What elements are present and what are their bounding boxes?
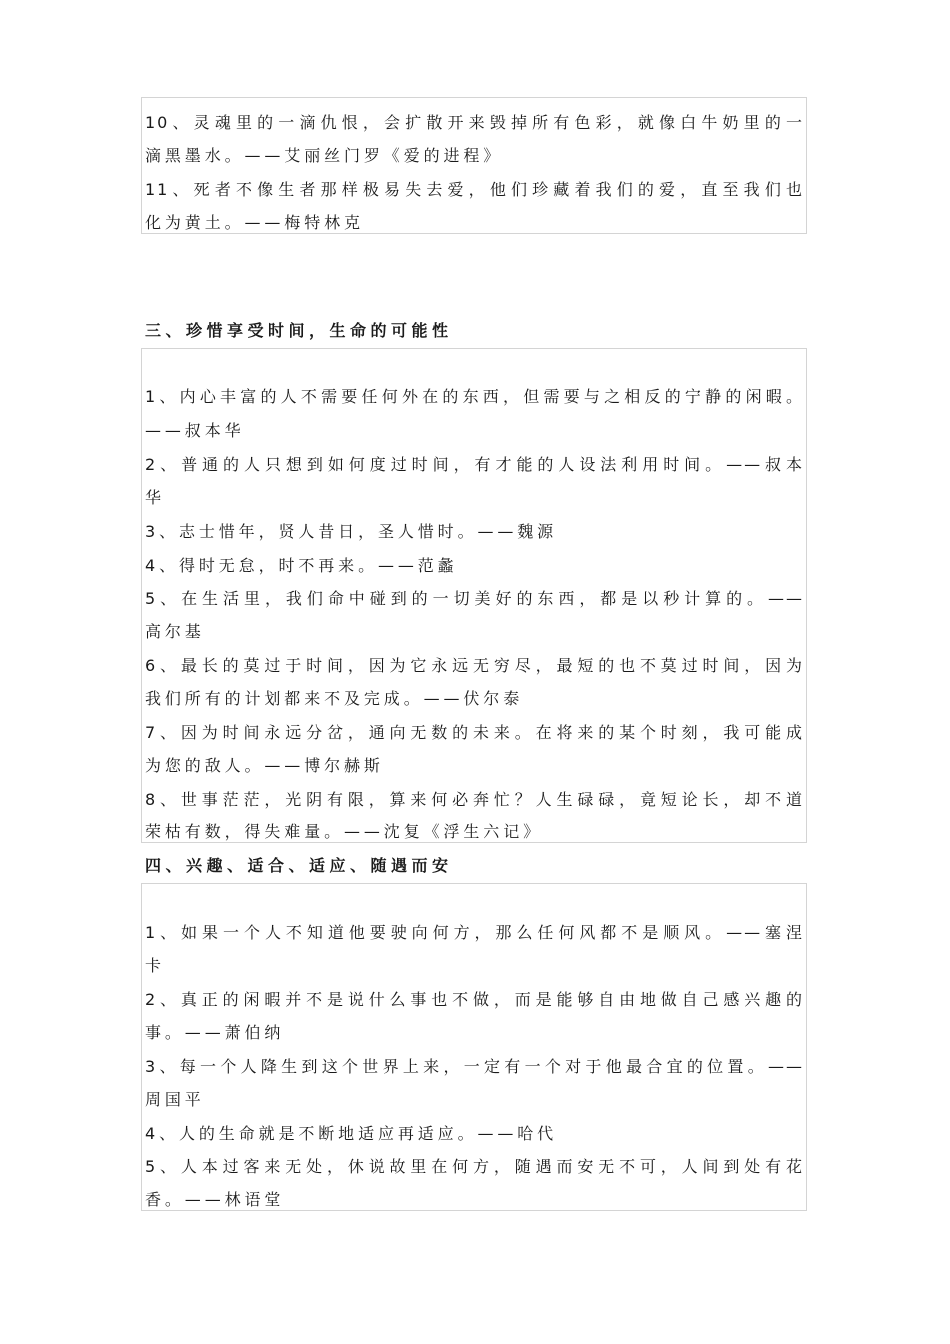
section-3-quote-box	[141, 348, 807, 843]
s3-quote-2-line-2: 华	[145, 488, 165, 507]
section-4-heading: 四、兴趣、适合、适应、随遇而安	[145, 856, 453, 875]
s3-quote-5-line-2: 高尔基	[145, 622, 205, 641]
s3-quote-6-line-2: 我们所有的计划都来不及完成。——伏尔泰	[145, 689, 524, 708]
quote-box-continued	[141, 97, 807, 234]
s3-quote-7-line-2: 为您的敌人。——博尔赫斯	[145, 756, 384, 775]
s4-quote-2-line-1: 2、真正的闲暇并不是说什么事也不做，而是能够自由地做自己感兴趣的	[145, 990, 804, 1009]
s3-quote-8-line-2: 荣枯有数，得失难量。——沈复《浮生六记》	[145, 822, 544, 841]
s4-quote-5-line-1: 5、人本过客来无处，休说故里在何方，随遇而安无不可，人间到处有花	[145, 1157, 804, 1176]
s3-quote-5-line-1: 5、在生活里，我们命中碰到的一切美好的东西，都是以秒计算的。——	[145, 589, 804, 608]
s3-quote-3-line-1: 3、志士惜年，贤人昔日，圣人惜时。——魏源	[145, 522, 558, 541]
s3-quote-2-line-1: 2、普通的人只想到如何度过时间，有才能的人设法利用时间。——叔本	[145, 455, 804, 474]
section-3-heading: 三、珍惜享受时间，生命的可能性	[145, 321, 453, 340]
s4-quote-2-line-2: 事。——萧伯纳	[145, 1023, 285, 1042]
quote-11-line-2: 化为黄土。——梅特林克	[145, 213, 364, 232]
s4-quote-1-line-2: 卡	[145, 956, 165, 975]
s3-quote-7-line-1: 7、因为时间永远分岔，通向无数的未来。在将来的某个时刻，我可能成	[145, 723, 804, 742]
s4-quote-5-line-2: 香。——林语堂	[145, 1190, 285, 1209]
section-4-quote-box	[141, 883, 807, 1211]
s3-quote-8-line-1: 8、世事茫茫，光阴有限，算来何必奔忙？人生碌碌，竟短论长，却不道	[145, 790, 804, 809]
quote-11-line-1: 11、死者不像生者那样极易失去爱，他们珍藏着我们的爱，直至我们也	[145, 180, 804, 199]
s3-quote-1-line-1: 1、内心丰富的人不需要任何外在的东西，但需要与之相反的宁静的闲暇。	[145, 387, 804, 406]
s3-quote-4-line-1: 4、得时无怠，时不再来。——范蠡	[145, 556, 458, 575]
s4-quote-3-line-1: 3、每一个人降生到这个世界上来，一定有一个对于他最合宜的位置。——	[145, 1057, 804, 1076]
s3-quote-6-line-1: 6、最长的莫过于时间，因为它永远无穷尽，最短的也不莫过时间，因为	[145, 656, 804, 675]
quote-10-line-2: 滴黑墨水。——艾丽丝门罗《爱的进程》	[145, 146, 504, 165]
quote-10-line-1: 10、灵魂里的一滴仇恨，会扩散开来毁掉所有色彩，就像白牛奶里的一	[145, 113, 804, 132]
s4-quote-1-line-1: 1、如果一个人不知道他要驶向何方，那么任何风都不是顺风。——塞涅	[145, 923, 804, 942]
s4-quote-4-line-1: 4、人的生命就是不断地适应再适应。——哈代	[145, 1124, 558, 1143]
s4-quote-3-line-2: 周国平	[145, 1090, 205, 1109]
s3-quote-1-line-2: ——叔本华	[145, 421, 245, 440]
